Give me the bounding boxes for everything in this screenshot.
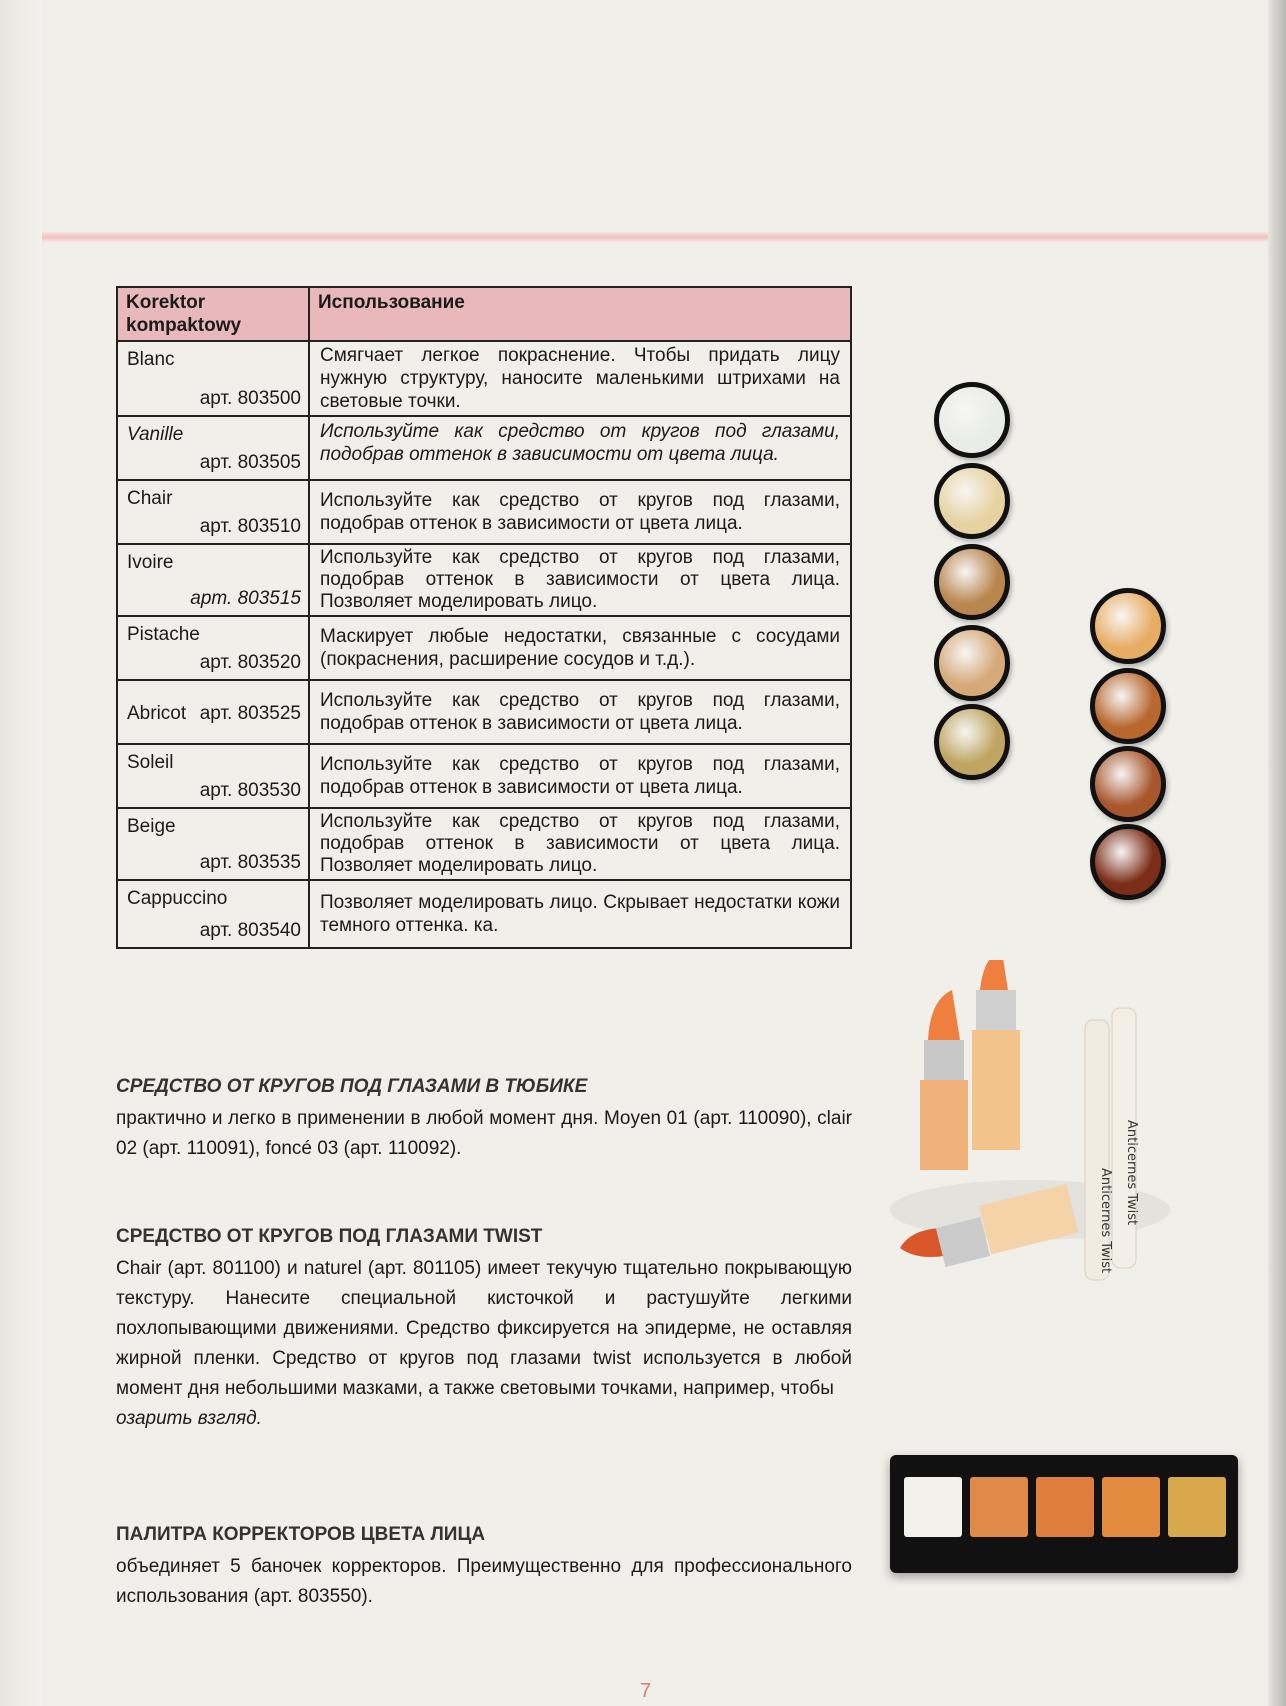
table-row (117, 616, 851, 680)
swatch-blanc (934, 382, 1010, 458)
table-row (117, 416, 851, 480)
section-text-italic: озарить взгляд. (116, 1408, 262, 1429)
shade-name: Vanille (127, 424, 184, 445)
product-photo (880, 960, 1180, 1420)
concealer-table (116, 286, 852, 949)
swatch-cappuccino (1090, 824, 1166, 900)
usage-text: Используйте как средство от кругов под глазами, подобрав оттенок в зависимости от цвета лица. Позволяет моделировать лицо. (309, 544, 851, 616)
palette-pan-yellow (1168, 1477, 1226, 1537)
usage-text: Используйте как средство от кругов под глазами, подобрав оттенок в зависимости от цвета лица. (309, 480, 851, 544)
section-text: Chair (арт. 801100) и naturel (арт. 801105) имеет текучую тщательно покрывающую текстуру. Нанесите специальной кисточкой и растушуйте легкими похлопывающими движениями. Средство фиксируется на эпидерме, не оставляя жирной пленки. Средство от кругов под глазами twist используется в любой момент дня небольшими мазками, а также световыми точками, например, чтобы (116, 1258, 852, 1399)
swatch-pistache (934, 704, 1010, 780)
usage-text: Смягчает легкое покраснение. Чтобы придать лицу нужную структуру, наносите маленькими штрихами на световые точки. (309, 341, 851, 416)
section-title: СРЕДСТВО ОТ КРУГОВ ПОД ГЛАЗАМИ TWIST (116, 1226, 543, 1247)
shade-name: Beige (127, 816, 176, 837)
usage-text: Используйте как средство от кругов под глазами, подобрав оттенок в зависимости от цвета лица. Позволяет моделировать лицо. (309, 808, 851, 880)
shade-name: Pistache (127, 624, 200, 645)
palette-pan-apricot (1102, 1477, 1160, 1537)
table-row (117, 341, 851, 416)
swatch-vanille (934, 463, 1010, 539)
table-row (117, 480, 851, 544)
header-rule (42, 232, 1268, 242)
usage-text: Используйте как средство от кругов под глазами, подобрав оттенок в зависимости от цвета лица. (309, 744, 851, 808)
article-number: арт. 803530 (199, 780, 301, 801)
usage-text: Позволяет моделировать лицо. Скрывает недостатки кожи темного оттенка. ка. (309, 880, 851, 948)
shade-name: Cappuccino (127, 888, 228, 909)
swatch-ivoire (934, 625, 1010, 701)
page-gutter (0, 0, 42, 1706)
table-row (117, 744, 851, 808)
twist-label-main: Anticernes Twist (1124, 1120, 1139, 1226)
shade-name: Ivoire (127, 552, 174, 573)
section-twist (116, 1222, 852, 1434)
article-number: арт. 803505 (199, 452, 301, 473)
page-number: 7 (640, 1680, 652, 1702)
usage-text: Используйте как средство от кругов под глазами, подобрав оттенок в зависимости от цвета лица. (309, 680, 851, 744)
lipstick-2 (972, 960, 1020, 1150)
palette-pan-orange (970, 1477, 1028, 1537)
shade-name: Chair (127, 488, 173, 509)
shade-name: Abricot (127, 703, 187, 724)
section-text: практично и легко в применении в любой момент дня. Moyen 01 (арт. 110090), clair 02 (арт. 110091), foncé 03 (арт. 110092). (116, 1108, 852, 1159)
section-tube (116, 1072, 852, 1164)
section-text: объединяет 5 баночек корректоров. Преимущественно для профессионального использования (арт. 803550). (116, 1556, 852, 1607)
table-row (117, 808, 851, 880)
article-number: арт. 803540 (199, 920, 301, 941)
usage-text: Маскирует любые недостатки, связанные с сосудами (покраснения, расширение сосудов и т.д.). (309, 616, 851, 680)
article-number: арт. 803515 (190, 588, 301, 609)
article-number: арт. 803520 (199, 652, 301, 673)
article-number: арт. 803525 (199, 703, 301, 724)
article-number: арт. 803500 (199, 388, 301, 409)
shade-name: Blanc (127, 349, 175, 370)
section-title: СРЕДСТВО ОТ КРУГОВ ПОД ГЛАЗАМИ В ТЮБИКЕ (116, 1076, 588, 1097)
shade-name: Soleil (127, 752, 174, 773)
table-header-row (117, 287, 851, 341)
article-number: арт. 803510 (199, 516, 301, 537)
lipstick-1 (920, 990, 968, 1170)
article-number: арт. 803535 (199, 852, 301, 873)
table-row (117, 880, 851, 948)
swatch-soleil (1090, 668, 1166, 744)
twist-label: Anticernes Twist (1098, 1168, 1113, 1274)
swatch-chair (934, 544, 1010, 620)
section-title: ПАЛИТРА КОРРЕКТОРОВ ЦВЕТА ЛИЦА (116, 1524, 486, 1545)
twist-pens (1085, 1008, 1139, 1280)
corrector-palette (890, 1455, 1238, 1573)
usage-text: Используйте как средство от кругов под глазами, подобрав оттенок в зависимости от цвета лица. (309, 416, 851, 480)
table-row (117, 680, 851, 744)
table-row (117, 544, 851, 616)
palette-pan-logo (1036, 1477, 1094, 1537)
page-edge (1268, 0, 1286, 1706)
column-header-shade: Korektor kompaktowy (117, 287, 309, 341)
section-palette (116, 1520, 852, 1612)
column-header-usage: Использование (309, 287, 851, 341)
swatch-abricot (1090, 588, 1166, 664)
palette-pan-white (904, 1477, 962, 1537)
swatch-beige (1090, 746, 1166, 822)
